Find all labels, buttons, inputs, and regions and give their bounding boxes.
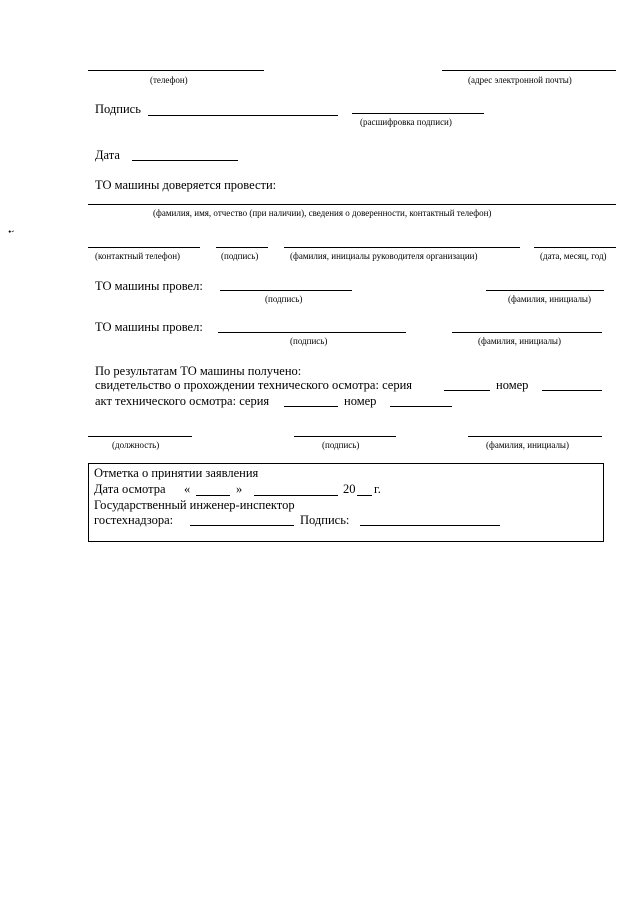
performed1-sign-line[interactable] — [220, 290, 352, 291]
trust-date-line[interactable] — [534, 247, 616, 248]
trust-head-line[interactable] — [284, 247, 520, 248]
trust-heading: ТО машины доверяется провести: — [95, 178, 277, 192]
results-act: акт технического осмотра: серия — [95, 394, 270, 408]
phone-caption: (телефон) — [150, 75, 188, 85]
official-position-line[interactable] — [88, 436, 192, 437]
acceptance-signature-label: Подпись: — [300, 513, 350, 527]
acceptance-date-label: Дата осмотра — [94, 482, 166, 496]
performed2-name-caption: (фамилия, инициалы) — [478, 336, 561, 346]
acceptance-year-suffix: г. — [374, 482, 381, 496]
trust-main-caption: (фамилия, имя, отчество (при наличии), сведения о доверенности, контактный телефон) — [153, 208, 492, 218]
acceptance-close-quote: » — [236, 482, 243, 496]
performed1-name-line[interactable] — [486, 290, 604, 291]
signature-decode-line[interactable] — [352, 113, 484, 114]
trust-head-caption: (фамилия, инициалы руководителя организации) — [290, 251, 478, 261]
trust-main-line[interactable] — [88, 204, 616, 205]
acceptance-open-quote: « — [184, 482, 191, 496]
trust-phone-line[interactable] — [88, 247, 200, 248]
performed2-sign-caption: (подпись) — [290, 336, 328, 346]
act-series-line[interactable] — [284, 406, 338, 407]
acceptance-year-line[interactable] — [357, 495, 372, 496]
performed1-name-caption: (фамилия, инициалы) — [508, 294, 591, 304]
acceptance-inspector-line[interactable] — [190, 525, 294, 526]
performed2-sign-line[interactable] — [218, 332, 406, 333]
official-name-line[interactable] — [468, 436, 602, 437]
official-sign-line[interactable] — [294, 436, 396, 437]
official-position-caption: (должность) — [112, 440, 160, 450]
acceptance-inspector-line2: гостехнадзора: — [94, 513, 174, 527]
certificate-number-line[interactable] — [542, 390, 602, 391]
trust-sign-line[interactable] — [216, 247, 268, 248]
trust-sign-caption: (подпись) — [221, 251, 259, 261]
act-number-line[interactable] — [390, 406, 452, 407]
date-line[interactable] — [132, 160, 238, 161]
email-line[interactable] — [442, 70, 616, 71]
performed1-sign-caption: (подпись) — [265, 294, 303, 304]
certificate-series-line[interactable] — [444, 390, 490, 391]
signature-label: Подпись — [95, 102, 141, 116]
acceptance-title: Отметка о принятии заявления — [94, 466, 259, 480]
performed2-name-line[interactable] — [452, 332, 602, 333]
act-number-label: номер — [344, 394, 377, 408]
signature-line[interactable] — [148, 115, 338, 116]
margin-mark: •- — [6, 225, 16, 237]
certificate-number-label: номер — [496, 378, 529, 392]
date-label: Дата — [95, 148, 120, 162]
acceptance-signature-line[interactable] — [360, 525, 500, 526]
signature-decode-caption: (расшифровка подписи) — [360, 117, 452, 127]
results-certificate: свидетельство о прохождении технического осмотра: серия — [95, 378, 413, 392]
email-caption: (адрес электронной почты) — [468, 75, 572, 85]
performed2-label: ТО машины провел: — [95, 320, 203, 334]
acceptance-day-line[interactable] — [196, 495, 230, 496]
acceptance-inspector-line1: Государственный инженер-инспектор — [94, 498, 295, 512]
trust-date-caption: (дата, месяц, год) — [540, 251, 607, 261]
phone-line[interactable] — [88, 70, 264, 71]
official-sign-caption: (подпись) — [322, 440, 360, 450]
acceptance-year-prefix: 20 — [343, 482, 356, 496]
performed1-label: ТО машины провел: — [95, 279, 203, 293]
results-heading: По результатам ТО машины получено: — [95, 364, 302, 378]
official-name-caption: (фамилия, инициалы) — [486, 440, 569, 450]
trust-phone-caption: (контактный телефон) — [95, 251, 181, 261]
acceptance-month-line[interactable] — [254, 495, 338, 496]
